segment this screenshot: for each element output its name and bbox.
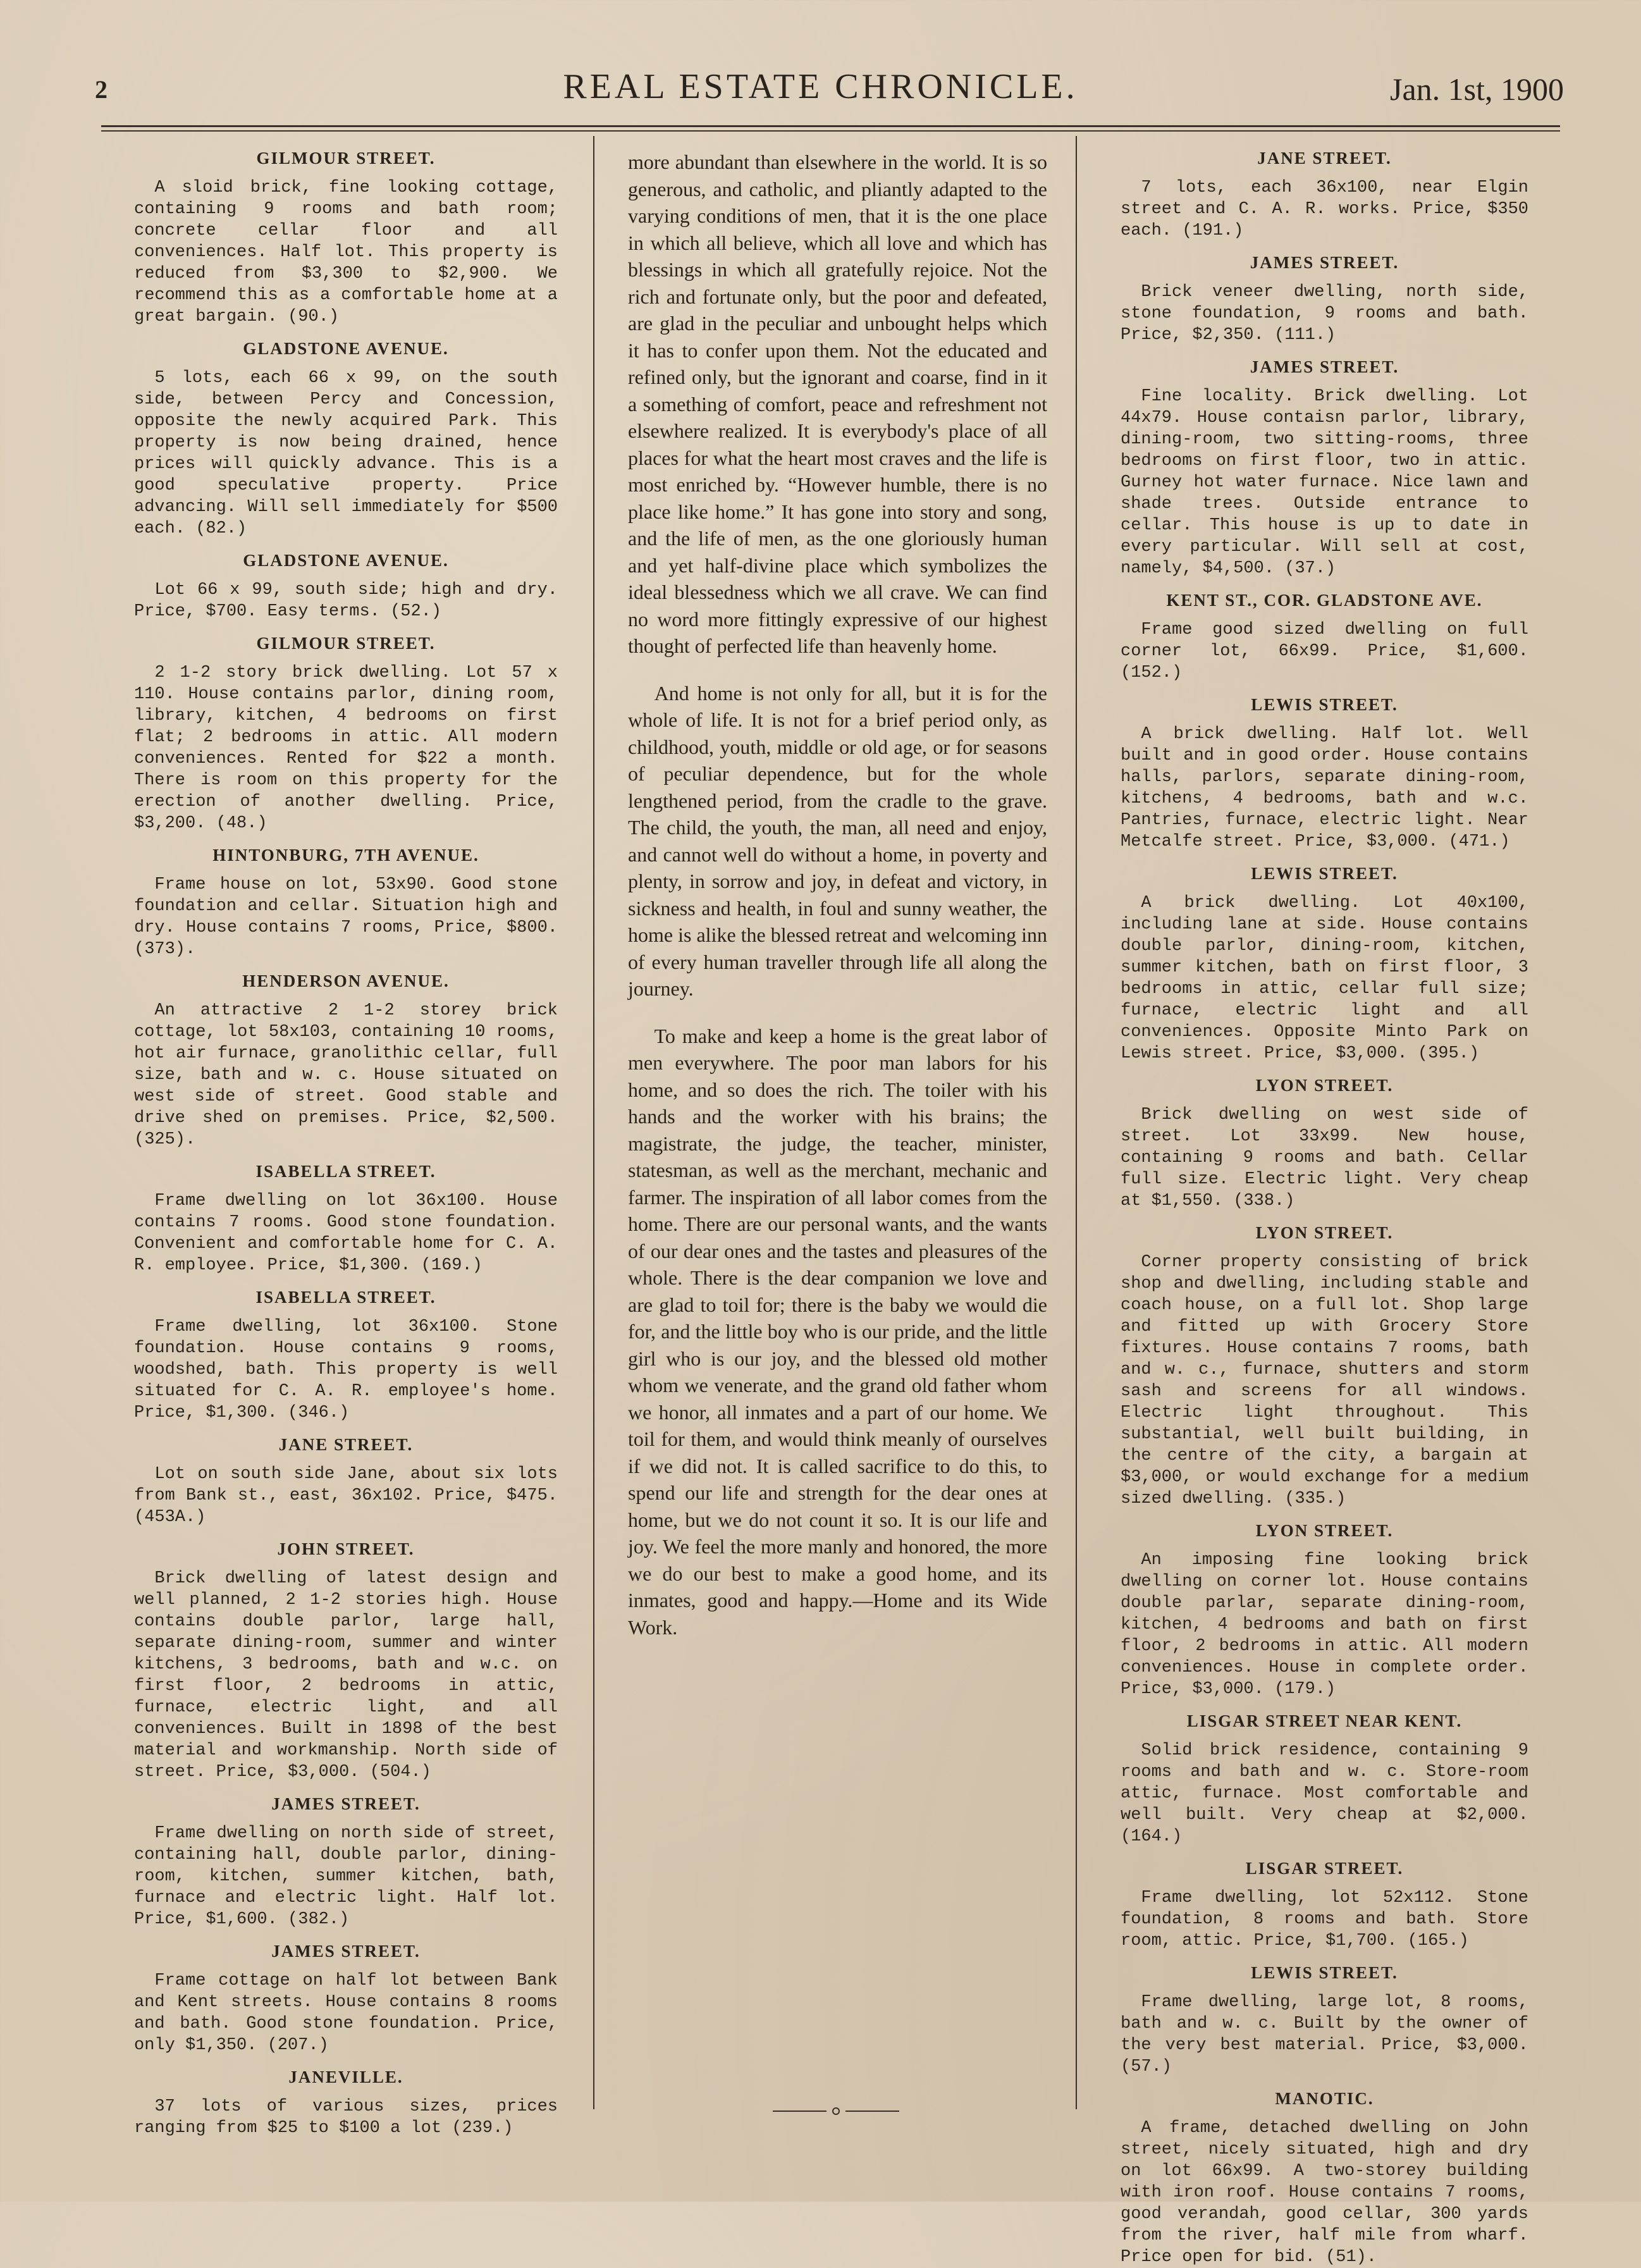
listing-body: Lot on south side Jane, about six lots from Bank st., east, 36x102. Price, $475. (453A.) [134,1465,558,1527]
listing-title: LYON STREET. [1255,1223,1394,1242]
listing-body: An attractive 2 1-2 storey brick cottage, lot 58x103, containing 10 rooms, hot air furnace, granolithic cellar, full size, bath and w. c. House situated on west side of street. Good stable and drive shed on premises. Price, $2,500. (325). [134,1001,558,1149]
listing-body: Brick veneer dwelling, north side, stone foundation, 9 rooms and bath. Price, $2,350. (111.) [1121,283,1528,345]
listing-body: A sloid brick, fine looking cottage, containing 9 rooms and bath room; concrete cellar floor and all conveniences. Half lot. This property is reduced from $3,300 to $2,900. We recommend this as a comfortable home at a great bargain. (90.) [134,178,558,326]
listing-title: GILMOUR STREET. [256,634,436,653]
listing-title: LISGAR STREET. [1245,1859,1404,1878]
listing-title: JANE STREET. [1257,149,1392,168]
listing-body: Frame cottage on half lot between Bank and Kent streets. House contains 8 rooms and bath. Good stone foundation. Price, only $1,350. (207.) [134,1971,558,2055]
listing-title: JOHN STREET. [277,1539,415,1558]
listing-title: LYON STREET. [1255,1521,1394,1540]
column-listings-left [134,149,558,2138]
issue-date: Jan. 1st, 1900 [1390,71,1564,107]
listing-title: ISABELLA STREET. [255,1162,436,1181]
listing-body: Corner property consisting of brick shop and dwelling, including stable and coach house, on a full lot. Shop large and fitted up with Grocery Store fixtures. House contains 7 rooms, bath and w. c., furnace, shutters and storm sash and screens for all windows. Electric light throughout. This substantial, well built building, in the centre of the city, a bargain at $3,000, or would exchange for a medium sized dwelling. (335.) [1121,1253,1528,1508]
listing-body: Solid brick residence, containing 9 rooms and bath and w. c. Store-room attic, furnace. Most comfortable and well built. Very cheap at $2,000. (164.) [1121,1741,1528,1846]
listing-title: GLADSTONE AVENUE. [243,339,449,358]
listing-body: An imposing fine looking brick dwelling on corner lot. House contains double parlar, separate dining-room, kitchen, 4 bedrooms and bath on first floor, 2 bedrooms in attic. All modern conveniences. House in complete order. Price, $3,000. (179.) [1121,1551,1528,1699]
column-essay [628,149,1047,2126]
listing-body: A frame, detached dwelling on John street, nicely situated, high and dry on lot 66x99. A two-storey building with iron roof. House contains 7 rooms, good verandah, good cellar, 300 yards from the river, half mile from wharf. Price open for bid. (51). [1121,2119,1528,2267]
header-rule [101,125,1560,132]
listing-title: HINTONBURG, 7TH AVENUE. [212,846,479,865]
essay-paragraph: To make and keep a home is the great labor of men everywhere. The poor man labors for his home, and so does the rich. The toiler with his hands and the worker with his brains; the magistrate, the judge, the teacher, minister, statesman, as well as the merchant, mechanic and farmer. The inspiration of all labor comes from the home. There are our personal wants, and the wants of our dear ones and the tastes and pleasures of the whole. There is the dear companion we love and are glad to toil for; there is the baby we would die for, and the little boy who is our pride, and the little girl who is our joy, and the blessed old mother whom we venerate, and the grand old father whom we honor, all inmates and a part of our home. We toil for them, and would think meanly of ourselves if we did not. It is called sacrifice to do this, to spend our life and strength for the dear ones at home, but we do not count it so. It is our life and joy. We feel the more manly and honored, the more we do our best to make a good home, and its inmates, good and happy.—Home and its Wide Work. [628,1024,1047,1639]
essay-paragraph: more abundant than elsewhere in the world. It is so generous, and catholic, and pliantly adapted to the varying conditions of men, that it is the one place in which all believe, which all love and which has blessings in which all gratefully rejoice. Not the rich and fortunate only, but the poor and defeated, are glad in the peculiar and unbought helps which it has to confer upon them. Not the educated and refined only, but the ignorant and coarse, find in it a something of comfort, peace and refreshment not elsewhere realized. It is everybody's place of all places for what the heart most craves and the life is most enriched by. “However humble, there is no place like home.” It has gone into story and song, and the life of men, as the one gloriously human and yet half-divine place which symbolizes the ideal blessedness which we all crave. We can find no word more fittingly expressive of our highest thought of perfected life than heavenly home. [628,151,1047,657]
listing-body: Frame dwelling on north side of street, containing hall, double parlor, dining-room, kitchen, summer kitchen, bath, furnace and electric light. Half lot. Price, $1,600. (382.) [134,1824,558,1929]
listing-body: A brick dwelling. Half lot. Well built and in good order. House contains halls, parlors, separate dining-room, kitchens, 4 bedrooms, bath and w.c. Pantries, furnace, electric light. Near Metcalfe street. Price, $3,000. (471.) [1121,725,1528,851]
listing-title: JANE STREET. [278,1435,414,1454]
listing-body: Frame house on lot, 53x90. Good stone foundation and cellar. Situation high and dry. House contains 7 rooms, Price, $800. (373). [134,875,558,959]
end-ornament [773,2105,899,2122]
listing-body: Frame dwelling on lot 36x100. House contains 7 rooms. Good stone foundation. Convenient and comfortable home for C. A. R. employee. Price, $1,300. (169.) [134,1192,558,1275]
listing-title: JAMES STREET. [271,1794,421,1813]
listing-title: LEWIS STREET. [1251,695,1398,714]
listing-title: KENT ST., COR. GLADSTONE AVE. [1166,591,1483,610]
column-listings-right [1121,149,1528,2267]
listing-body: 7 lots, each 36x100, near Elgin street and C. A. R. works. Price, $350 each. (191.) [1121,178,1528,240]
listing-title: JAMES STREET. [1250,357,1399,376]
essay-paragraph: And home is not only for all, but it is for the whole of life. It is not for a brief period only, as childhood, youth, middle or old age, or for seasons of peculiar dependence, but for the whole lengthened period, from the cradle to the grave. The child, the youth, the man, all need and enjoy, and cannot well do without a home, in poverty and plenty, in sorrow and joy, in defeat and victory, in sickness and health, in foul and sunny weather, the home is alike the blessed retreat and welcoming inn of every human traveller through life all along the journey. [628,681,1047,1000]
listing-body: 37 lots of various sizes, prices ranging from $25 to $100 a lot (239.) [134,2097,558,2138]
listing-body: Frame good sized dwelling on full corner lot, 66x99. Price, $1,600. (152.) [1121,620,1528,682]
listing-body: Frame dwelling, lot 52x112. Stone foundation, 8 rooms and bath. Store room, attic. Price, $1,700. (165.) [1121,1889,1528,1951]
listing-body: Lot 66 x 99, south side; high and dry. Price, $700. Easy terms. (52.) [134,581,558,621]
listing-title: LISGAR STREET NEAR KENT. [1186,1711,1463,1730]
listing-body: Brick dwelling on west side of street. Lot 33x99. New house, containing 9 rooms and bath. Cellar full size. Electric light. Very cheap at $1,550. (338.) [1121,1106,1528,1211]
listing-body: 5 lots, each 66 x 99, on the south side, between Percy and Concession, opposite the newly acquired Park. This property is now being drained, hence prices will quickly advance. This is a good speculative property. Price advancing. Will sell immediately for $500 each. (82.) [134,369,558,538]
listing-body: 2 1-2 story brick dwelling. Lot 57 x 110. House contains parlor, dining room, library, kitchen, 4 bedrooms on first flat; 2 bedrooms in attic. All modern conveniences. Rented for $22 a month. There is room on this property for the erection of another dwelling. Price, $3,200. (48.) [134,663,558,833]
listing-title: JAMES STREET. [1250,253,1399,272]
listing-title: JAMES STREET. [271,1942,421,1961]
listing-title: LEWIS STREET. [1251,1963,1398,1982]
listing-body: Brick dwelling of latest design and well planned, 2 1-2 stories high. House contains double parlor, large hall, separate dining-room, summer and winter kitchens, 3 bedrooms, bath and w.c. on first floor, 2 bedrooms in attic, furnace, electric light, and all conveniences. Built in 1898 of the best material and workmanship. North side of street. Price, $3,000. (504.) [134,1569,558,1782]
listing-title: MANOTIC. [1275,2089,1374,2108]
listing-title: LYON STREET. [1255,1076,1394,1095]
listing-title: GLADSTONE AVENUE. [243,551,449,570]
page-number: 2 [95,75,108,104]
listing-body: Frame dwelling, lot 36x100. Stone foundation. House contains 9 rooms, woodshed, bath. This property is well situated for C. A. R. employee's home. Price, $1,300. (346.) [134,1317,558,1422]
listing-body: A brick dwelling. Lot 40x100, including lane at side. House contains double parlor, dining-room, kitchen, summer kitchen, bath on first floor, 3 bedrooms in attic, cellar full size; furnace, electric light and all conveniences. Opposite Minto Park on Lewis street. Price, $3,000. (395.) [1121,894,1528,1063]
listing-title: ISABELLA STREET. [255,1288,436,1307]
listing-body: Frame dwelling, large lot, 8 rooms, bath and w. c. Built by the owner of the very best material. Price, $3,000. (57.) [1121,1993,1528,2076]
listing-title: GILMOUR STREET. [256,149,436,168]
masthead: REAL ESTATE CHRONICLE. [563,67,1078,106]
column-divider [1076,136,1077,2109]
listing-body: Fine locality. Brick dwelling. Lot 44x79. House contaisn parlor, library, dining-room, two sitting-rooms, three bedrooms on first floor, two in attic. Gurney hot water furnace. Nice lawn and shade trees. Outside entrance to cellar. This house is up to date in every particular. Will sell at cost, namely, $4,500. (37.) [1121,387,1528,578]
listing-title: HENDERSON AVENUE. [242,971,450,990]
column-divider [593,136,594,2109]
listing-title: LEWIS STREET. [1251,864,1398,883]
listing-title: JANEVILLE. [288,2068,403,2086]
